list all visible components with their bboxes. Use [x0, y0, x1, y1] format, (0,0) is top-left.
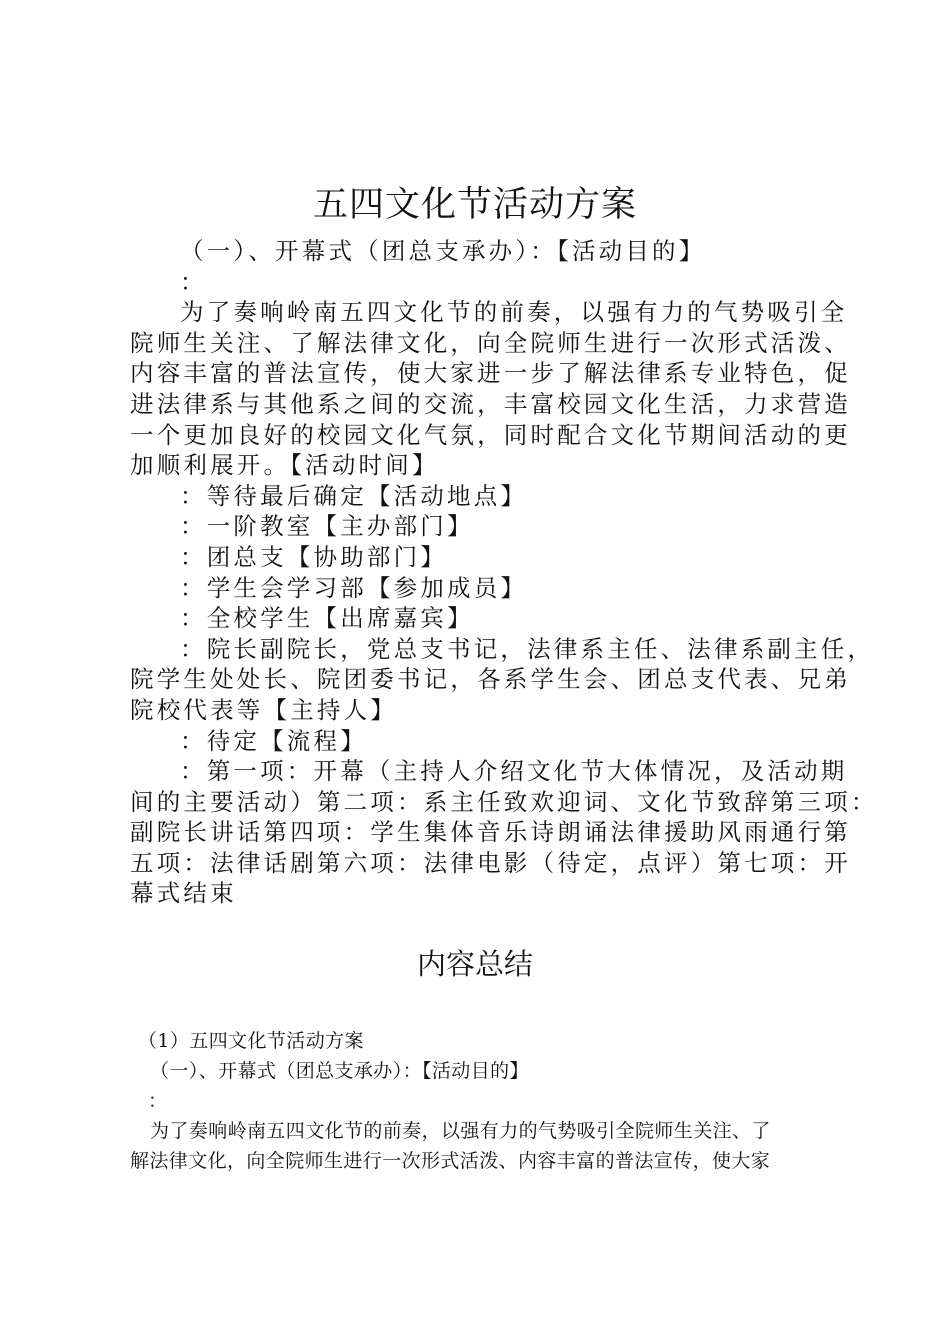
summary-line: （一）、开幕式（团总支承办）：【活动目的】 — [150, 1060, 529, 1082]
body-line: 院师生关注、了解法律文化，向全院师生进行一次形式活泼、 — [130, 328, 851, 357]
document-title: 五四文化节活动方案 — [312, 185, 637, 225]
body-line: 进法律系与其他系之间的交流，丰富校园文化生活，力求营造 — [130, 389, 851, 418]
body-line: 内容丰富的普法宣传，使大家进一步了解法律系专业特色，促 — [130, 359, 851, 388]
body-line: 为了奏响岭南五四文化节的前奏，以强有力的气势吸引全 — [180, 298, 848, 327]
body-line: ：学生会学习部【参加成员】 — [180, 573, 528, 602]
summary-line: 解法律文化，向全院师生进行一次形式活泼、内容丰富的普法宣传，使大家 — [130, 1150, 771, 1172]
summary-body — [130, 1026, 830, 1176]
body-line: 副院长讲话第四项：学生集体音乐诗朗诵法律援助风雨通行第 — [130, 818, 851, 847]
body-line: ： — [180, 267, 207, 296]
body-line: 间的主要活动）第二项：系主任致欢迎词、文化节致辞第三项： — [130, 787, 878, 816]
document-body — [130, 236, 878, 909]
body-line: （一）、开幕式（团总支承办）：【活动目的】 — [180, 237, 706, 265]
body-line: ：等待最后确定【活动地点】 — [180, 481, 528, 510]
body-line: ：团总支【协助部门】 — [180, 542, 447, 571]
summary-line: ： — [148, 1090, 168, 1112]
summary-line: （1）五四文化节活动方案 — [138, 1030, 364, 1052]
body-line: ：待定【流程】 — [180, 726, 367, 755]
summary-title: 内容总结 — [416, 947, 533, 981]
body-line: ：第一项：开幕（主持人介绍文化节大体情况，及活动期 — [180, 757, 848, 786]
body-line: 一个更加良好的校园文化气氛，同时配合文化节期间活动的更 — [130, 420, 851, 449]
body-line: 院学生处处长、院团委书记，各系学生会、团总支代表、兄弟 — [130, 665, 851, 694]
body-line: ：一阶教室【主办部门】 — [180, 512, 474, 541]
body-line: ：全校学生【出席嘉宾】 — [180, 604, 474, 633]
body-line: 加顺利展开。【活动时间】 — [130, 451, 439, 480]
body-line: ：院长副院长，党总支书记，法律系主任、法律系副主任， — [180, 634, 875, 663]
body-line: 院校代表等【主持人】 — [130, 695, 397, 724]
body-line: 幕式结束 — [130, 879, 237, 908]
body-line: 五项：法律话剧第六项：法律电影（待定，点评）第七项：开 — [130, 848, 851, 877]
summary-line: 为了奏响岭南五四文化节的前奏，以强有力的气势吸引全院师生关注、了 — [150, 1120, 771, 1142]
